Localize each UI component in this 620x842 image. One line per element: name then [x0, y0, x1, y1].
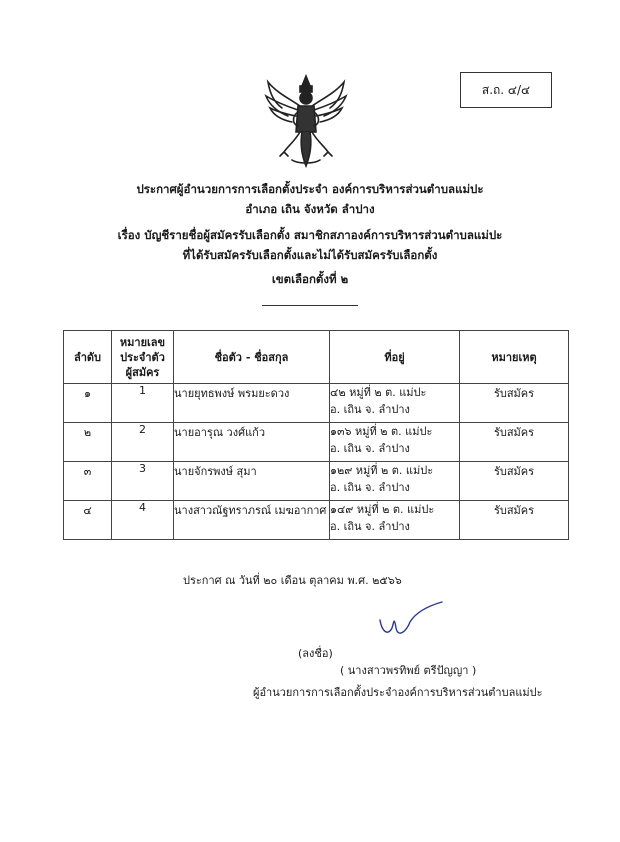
cell-number: 1	[112, 384, 174, 423]
cell-address	[330, 423, 460, 462]
header-number-line-3: ผู้สมัคร	[125, 365, 160, 379]
header-address: ที่อยู่	[330, 331, 460, 384]
header-line-1: ประกาศผู้อำนวยการการเลือกตั้งประจำ องค์การบริหารส่วนตำบลแม่ปะ	[136, 182, 484, 196]
cell-order: ๓	[64, 462, 112, 501]
signed-label: (ลงชื่อ)	[298, 647, 333, 660]
signature-icon	[370, 598, 450, 648]
cell-name: นายยุทธพงษ์ พรมยะดวง	[174, 384, 330, 423]
cell-order: ๒	[64, 423, 112, 462]
header-order: ลำดับ	[64, 331, 112, 384]
cell-remark: รับสมัคร	[460, 384, 569, 423]
header-remark: หมายเหตุ	[460, 331, 569, 384]
cell-address	[330, 501, 460, 540]
divider-line	[262, 305, 358, 306]
cell-name: นายอารุณ วงศ์แก้ว	[174, 423, 330, 462]
cell-number: 2	[112, 423, 174, 462]
form-code: ส.ถ. ๔/๔	[481, 82, 531, 97]
cell-remark: รับสมัคร	[460, 501, 569, 540]
address-line-1: ๑๓๖ หมู่ที่ ๒ ต. แม่ปะ	[330, 425, 433, 438]
form-code-box	[460, 72, 552, 108]
address-line-1: ๑๒๙ หมู่ที่ ๒ ต. แม่ปะ	[330, 464, 434, 477]
cell-order: ๑	[64, 384, 112, 423]
header-name: ชื่อตัว - ชื่อสกุล	[174, 331, 330, 384]
cell-number: 4	[112, 501, 174, 540]
header-number-line-1: หมายเลข	[119, 335, 166, 349]
garuda-emblem-icon	[262, 72, 350, 172]
header-number	[112, 331, 174, 384]
signer-title: ผู้อำนวยการการเลือกตั้งประจำองค์การบริหารส่วนตำบลแม่ปะ	[253, 686, 543, 699]
address-line-2: อ. เถิน จ. ลำปาง	[330, 520, 410, 533]
header-line-2: อำเภอ เถิน จังหวัด ลำปาง	[245, 202, 375, 216]
cell-address	[330, 462, 460, 501]
address-line-2: อ. เถิน จ. ลำปาง	[330, 481, 410, 494]
address-line-2: อ. เถิน จ. ลำปาง	[330, 403, 410, 416]
table-header-row	[64, 331, 569, 384]
header-line-3: เรื่อง บัญชีรายชื่อผู้สมัครรับเลือกตั้ง สมาชิกสภาองค์การบริหารส่วนตำบลแม่ปะ	[117, 228, 503, 242]
cell-name: นางสาวณัฐทราภรณ์ เมฆอากาศ	[174, 501, 330, 540]
header-line-4: ที่ได้รับสมัครรับเลือกตั้งและไม่ได้รับสมัครรับเลือกตั้ง	[182, 248, 438, 262]
candidate-table	[63, 330, 569, 540]
header-line-5: เขตเลือกตั้งที่ ๒	[271, 272, 349, 286]
cell-number: 3	[112, 462, 174, 501]
cell-name: นายจักรพงษ์ สุมา	[174, 462, 330, 501]
cell-remark: รับสมัคร	[460, 423, 569, 462]
address-line-1: ๑๔๙ หมู่ที่ ๒ ต. แม่ปะ	[330, 503, 435, 516]
table-row	[64, 501, 569, 540]
announcement-date: ประกาศ ณ วันที่ ๒๐ เดือน ตุลาคม พ.ศ. ๒๕๖๖	[183, 574, 402, 587]
signer-name: ( นางสาวพรทิพย์ ตรีปัญญา )	[340, 664, 477, 677]
table-row	[64, 462, 569, 501]
table-row	[64, 423, 569, 462]
cell-remark: รับสมัคร	[460, 462, 569, 501]
address-line-2: อ. เถิน จ. ลำปาง	[330, 442, 410, 455]
cell-address	[330, 384, 460, 423]
table-row	[64, 384, 569, 423]
header-number-line-2: ประจำตัว	[120, 350, 165, 364]
address-line-1: ๔๒ หมู่ที่ ๒ ต. แม่ปะ	[330, 386, 427, 399]
cell-order: ๔	[64, 501, 112, 540]
